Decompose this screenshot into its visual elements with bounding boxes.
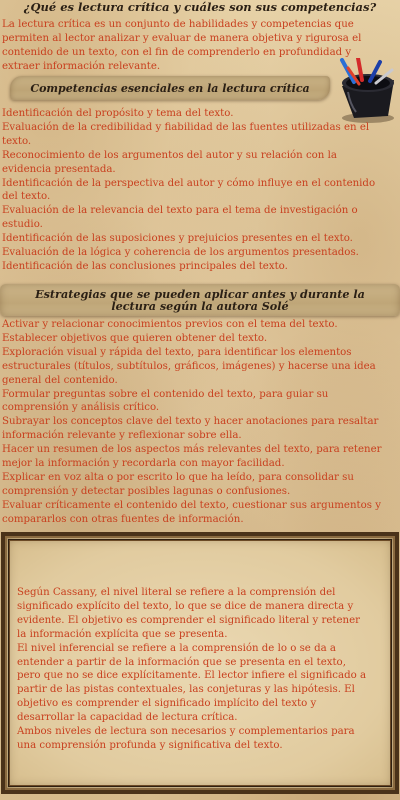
paragraph-line: una comprensión profunda y significativa del texto. — [17, 739, 283, 751]
page-title: ¿Qué es lectura crítica y cuáles son sus competencias? — [23, 0, 377, 14]
list-item: Identificación del propósito y tema del texto. — [2, 108, 234, 119]
cassany-paragraph — [17, 586, 389, 753]
competencias-heading: Competencias esenciales en la lectura crítica — [30, 81, 310, 95]
paragraph-line: El nivel inferencial se refiere a la comprensión de lo o se da a — [17, 642, 336, 654]
list-item: evidencia presentada. — [2, 163, 116, 175]
list-item: general del contenido. — [2, 374, 118, 386]
list-item: Evaluación de la credibilidad y fiabilidad de las fuentes utilizadas en el — [2, 121, 370, 133]
list-item: Exploración visual y rápida del texto, para identificar los elementos — [2, 346, 352, 358]
list-item: Explicar en voz alta o por escrito lo que ha leído, para consolidar su — [2, 471, 354, 483]
estrategias-banner — [0, 284, 400, 316]
list-item: Activar y relacionar conocimientos previos con el tema del texto. — [2, 319, 338, 330]
intro-line: La lectura crítica es un conjunto de habilidades y competencias que — [2, 19, 354, 30]
competencias-banner — [10, 76, 330, 100]
list-item: Identificación de las suposiciones y prejuicios presentes en el texto. — [2, 233, 353, 245]
paragraph-line: desarrollar la capacidad de lectura crítica. — [17, 712, 238, 724]
list-item: información relevante y reflexionar sobre ella. — [2, 430, 242, 442]
list-item: comprensión y análisis crítico. — [2, 402, 160, 414]
list-item: texto. — [2, 135, 32, 147]
estrategias-list — [2, 318, 398, 527]
list-item: Establecer objetivos que quieren obtener del texto. — [2, 332, 268, 344]
intro-line: extraer información relevante. — [2, 60, 161, 72]
competencias-list — [2, 107, 398, 274]
list-item: Reconocimiento de los argumentos del autor y su relación con la — [2, 149, 337, 161]
paragraph-line: entender a partir de la información que se presenta en el texto, — [17, 656, 346, 668]
list-item: mejor la información y recordarla con mayor facilidad. — [2, 458, 285, 470]
list-item: Evaluación de la lógica y coherencia de los argumentos presentados. — [2, 247, 359, 259]
paragraph-line: Ambos niveles de lectura son necesarios y complementarios para — [17, 726, 355, 738]
intro-line: contenido de un texto, con el fin de comprenderlo en profundidad y — [2, 46, 352, 58]
list-item: Hacer un resumen de los aspectos más relevantes del texto, para retener — [2, 444, 382, 456]
paragraph-line: Según Cassany, el nivel literal se refiere a la comprensión del — [17, 587, 336, 598]
list-item: estructurales (títulos, subtítulos, gráficos, imágenes) y hacerse una idea — [2, 360, 376, 372]
list-item: Subrayar los conceptos clave del texto y hacer anotaciones para resaltar — [2, 416, 379, 428]
estrategias-heading-line1: Estrategias que se pueden aplicar antes y durante la — [35, 287, 365, 301]
list-item: del texto. — [2, 191, 51, 203]
paragraph-line: la información explícita que se presenta. — [17, 628, 228, 640]
list-item: Formular preguntas sobre el contenido del texto, para guiar su — [2, 388, 329, 400]
list-item: Identificación de la perspectiva del autor y cómo influye en el contenido — [2, 177, 376, 189]
list-item: Evaluación de la relevancia del texto para el tema de investigación o — [2, 205, 358, 217]
list-item: Identificación de las conclusiones principales del texto. — [2, 260, 288, 272]
intro-line: permiten al lector analizar y evaluar de manera objetiva y rigurosa el — [2, 32, 362, 44]
paragraph-line: pero que no se dice explícitamente. El lector infiere el significado a — [17, 670, 367, 682]
list-item: compararlos con otras fuentes de información. — [2, 513, 244, 525]
estrategias-heading-line2: lectura según la autora Solé — [111, 299, 289, 313]
list-item: comprensión y detectar posibles lagunas o confusiones. — [2, 485, 291, 497]
paragraph-line: evidente. El objetivo es comprender el significado literal y retener — [17, 614, 361, 626]
paragraph-line: partir de las pistas contextuales, las conjeturas y las hipótesis. El — [17, 684, 355, 696]
paragraph-line: objetivo es comprender el significado implícito del texto y — [17, 698, 317, 710]
list-item: estudio. — [2, 219, 43, 231]
list-item: Evaluar críticamente el contenido del texto, cuestionar sus argumentos y — [2, 499, 381, 511]
paragraph-line: significado explícito del texto, lo que se dice de manera directa y — [17, 600, 354, 612]
